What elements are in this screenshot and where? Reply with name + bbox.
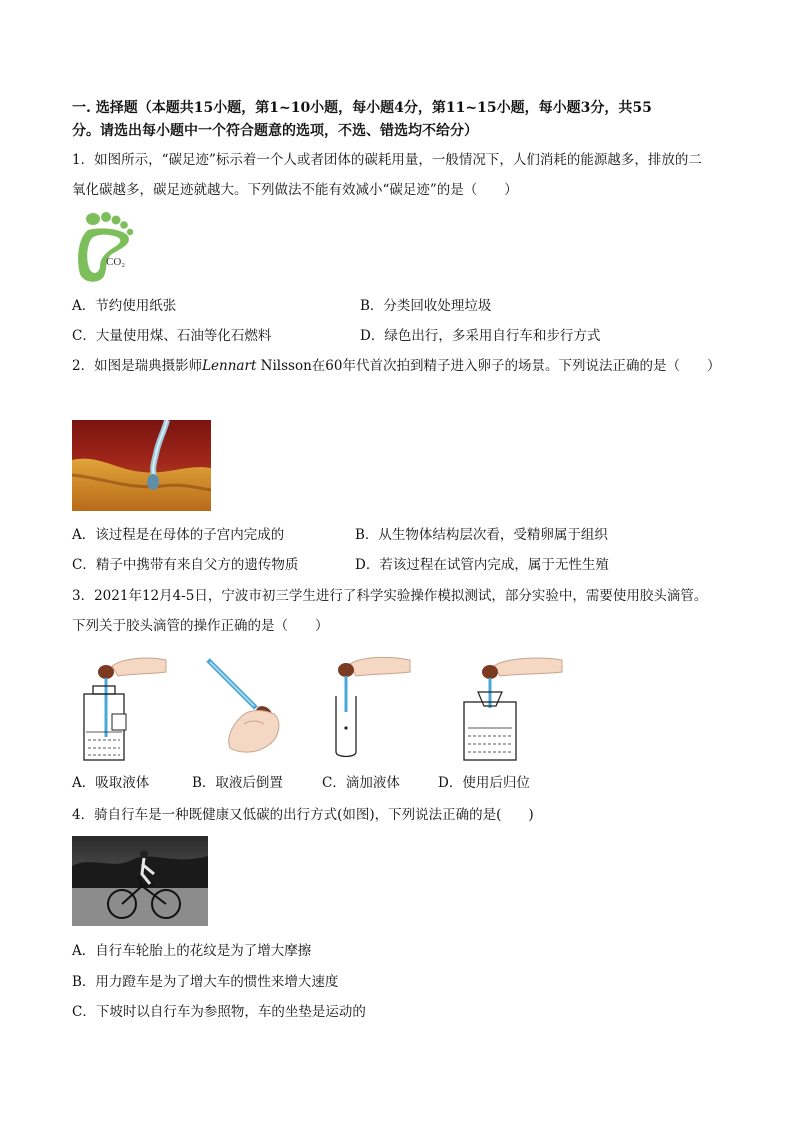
q1-stem-line1: 1．如图所示，“碳足迹”标示着一个人或者团体的碳耗用量，一般情况下，人们消耗的能源越多，排放的二 xyxy=(72,152,702,168)
q1-option-d[interactable]: D．绿色出行，多采用自行车和步行方式 xyxy=(360,328,601,344)
q2-option-a[interactable]: A．该过程是在母体的子宫内完成的 xyxy=(72,527,285,543)
dropper-return-figure xyxy=(460,652,565,762)
co2-label: CO₂ xyxy=(106,256,126,268)
q1-option-a[interactable]: A．节约使用纸张 xyxy=(72,298,177,314)
q2-option-b[interactable]: B．从生物体结构层次看，受精卵属于组织 xyxy=(355,527,608,543)
q3-option-b[interactable]: B．取液后倒置 xyxy=(192,775,283,791)
q1-option-c[interactable]: C．大量使用煤、石油等化石燃料 xyxy=(72,328,272,344)
section-heading-line1: 一. 选择题（本题共15小题，第1~10小题，每小题4分，第11~15小题，每小题3分，共55 xyxy=(72,100,652,116)
q4-option-b[interactable]: B．用力蹬车是为了增大车的惯性来增大速度 xyxy=(72,974,339,990)
q3-stem-line2: 下列关于胶头滴管的操作正确的是（ ） xyxy=(72,618,329,634)
q1-option-b[interactable]: B．分类回收处理垃圾 xyxy=(360,298,492,314)
q2-stem xyxy=(72,357,720,375)
q4-option-a[interactable]: A．自行车轮胎上的花纹是为了增大摩擦 xyxy=(72,943,312,959)
q2-stem-prefix: 2．如图是瑞典摄影师 xyxy=(72,358,203,374)
q3-option-c[interactable]: C．滴加液体 xyxy=(322,775,400,791)
q3-option-a[interactable]: A．吸取液体 xyxy=(72,775,150,791)
q3-option-d[interactable]: D．使用后归位 xyxy=(438,775,530,791)
fertilization-photo xyxy=(72,420,211,511)
bicycle-rider-photo xyxy=(72,836,208,926)
q4-option-c[interactable]: C．下坡时以自行车为参照物，车的坐垫是运动的 xyxy=(72,1004,366,1020)
q2-stem-name-italic: Lennart xyxy=(202,358,257,374)
section-heading-line2: 分。请选出每小题中一个符合题意的选项，不选、错选均不给分） xyxy=(72,123,478,139)
q4-stem: 4．骑自行车是一种既健康又低碳的出行方式(如图)，下列说法正确的是( ) xyxy=(72,807,534,823)
q2-stem-name-rest: Nilsson xyxy=(256,358,312,374)
dropper-draw-liquid-figure xyxy=(78,652,168,762)
q2-stem-suffix: 在60年代首次拍到精子进入卵子的场景。下列说法正确的是（ ） xyxy=(311,358,721,374)
q3-stem-line1: 3．2021年12月4-5日，宁波市初三学生进行了科学实验操作模拟测试，部分实验中，需要使用胶头滴管。 xyxy=(72,588,708,604)
carbon-footprint-icon xyxy=(74,210,136,284)
dropper-inverted-figure xyxy=(200,658,290,758)
dropper-drip-liquid-figure xyxy=(330,652,420,762)
q1-stem-line2: 氧化碳越多，碳足迹就越大。下列做法不能有效减小“碳足迹”的是（ ） xyxy=(72,182,518,198)
q2-option-d[interactable]: D．若该过程在试管内完成，属于无性生殖 xyxy=(355,557,609,573)
q2-option-c[interactable]: C．精子中携带有来自父方的遗传物质 xyxy=(72,557,299,573)
